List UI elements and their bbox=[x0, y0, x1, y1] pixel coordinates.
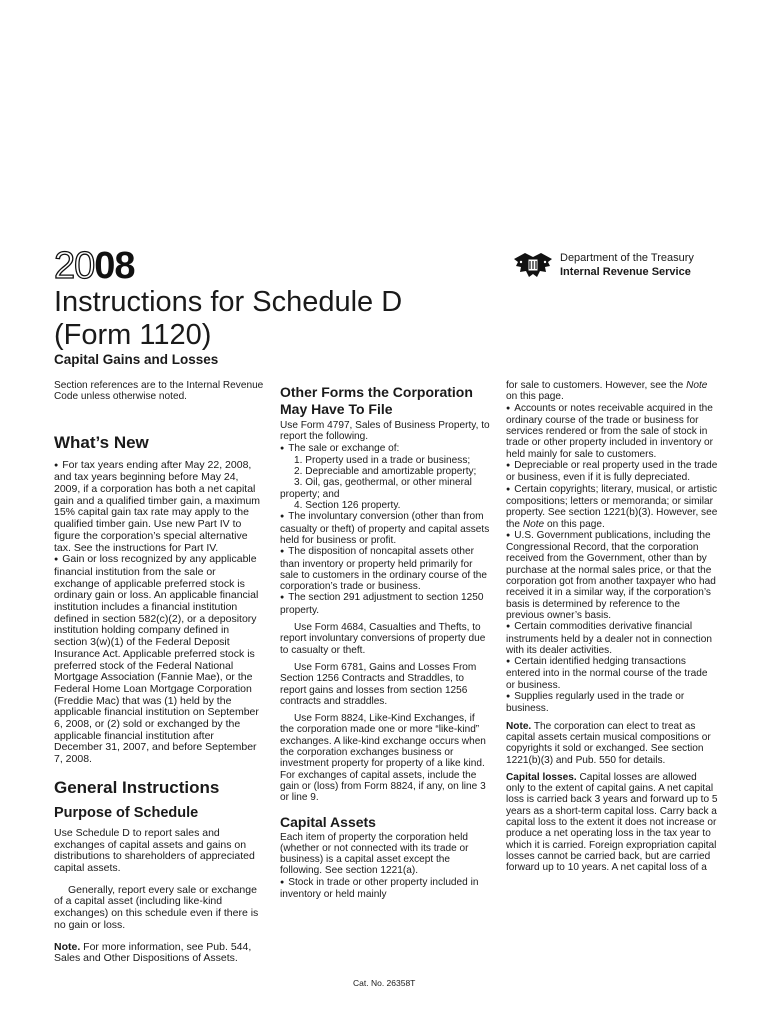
form-6781-paragraph: Use Form 6781, Gains and Losses From Section 1256 Contracts and Straddles, to report gains and losses from section 1256 contracts and straddles. bbox=[280, 661, 477, 707]
note-label: Note. bbox=[506, 720, 532, 732]
heading-other-forms: Other Forms the Corporation May Have To File bbox=[280, 384, 473, 417]
note-text: The corporation can elect to treat as capital assets certain musical compositions or copyrights it sold or exchanged. See section 1221(b)(3) and Pub. 550 for details. bbox=[506, 720, 711, 766]
bullet-text: U.S. Government publications, including the Congressional Record, that the corporation received from the Government, other than by purchase at the normal sales price, or that the corporation got from another taxpayer who had received it in a similar way, if the corporation’s basis is determined by reference to the previous owner’s basis. bbox=[506, 529, 716, 621]
heading-general-instructions: General Instructions bbox=[54, 777, 220, 797]
bullet-text: The disposition of noncapital assets other than inventory or property held primarily for sale to customers in the ordinary course of the corporation’s trade or business. bbox=[280, 546, 488, 593]
capital-assets-bullet-7 bbox=[506, 656, 718, 691]
catalog-number: Cat. No. 26358T bbox=[353, 978, 416, 988]
capital-losses-label: Capital losses. bbox=[506, 771, 577, 783]
bullet-text: Gain or loss recognized by any applicable financial institution from the sale or exchange of applicable preferred stock is ordinary gain or loss. An applicable financial institution includes a financial institution defined in section 582(c)(2), or a depository institution holding company defined in section 3(w)(1) of the Federal Deposit Insurance Act. Applicable preferred stock is preferred stock of the Federal National Mortgage Association (Fannie Mae), or the Federal Home Loan Mortgage Corporation (Freddie Mac) that was (1) held by the applicable financial institution on September 6, 2008, or (2) sold or exchanged by the applicable financial institution after December 31, 2007, and before September 7, 2008. bbox=[54, 553, 259, 766]
irs-eagle-logo-icon bbox=[512, 250, 554, 280]
list-item: 3. Oil, gas, geothermal, or other mineral property; and bbox=[280, 477, 472, 500]
form-year bbox=[54, 247, 135, 285]
text-segment: for sale to customers. However, see the bbox=[506, 380, 687, 391]
capital-losses-text: Capital losses are allowed only to the extent of capital gains. A net capital loss is carried back 3 years and forward up to 5 years as a short-term capital loss. Carry back a capital loss to the extent it does not increase or produce a net operating loss in the tax year to which it is carried. Foreign expropriation capital losses cannot be carried back, but are carried forward up to 10 years. A net capital loss of a bbox=[506, 771, 718, 874]
other-forms-bullet-1 bbox=[280, 443, 490, 455]
capital-assets-bullet-8 bbox=[506, 691, 718, 715]
bullet-text: Certain copyrights; literary, musical, or artistic compositions; letters or memoranda; or similar property. See section 1221(b)(3). However, see the bbox=[506, 483, 718, 530]
text-segment: on this page. bbox=[506, 391, 564, 403]
other-forms-intro: Use Form 4797, Sales of Business Property, to report the following. bbox=[280, 420, 490, 443]
column-3 bbox=[506, 380, 718, 873]
page-subtitle: Capital Gains and Losses bbox=[54, 352, 219, 367]
capital-assets-bullet-6 bbox=[506, 621, 718, 656]
bullet-text: The section 291 adjustment to section 1250 property. bbox=[280, 592, 484, 616]
capital-assets-paragraph: Each item of property the corporation held (whether or not connected with its trade or business) is a capital asset except the following. See section 1221(a). bbox=[280, 831, 469, 877]
bullet-text: Certain commodities derivative financial instruments held by a dealer not in connection with its dealer activities. bbox=[506, 621, 712, 656]
whats-new-bullet-1 bbox=[54, 460, 264, 555]
bullet-text: Depreciable or real property used in the trade or business, even if it is fully depreciated. bbox=[506, 460, 718, 484]
note-text: For more information, see Pub. 544, Sales and Other Dispositions of Assets. bbox=[54, 940, 252, 965]
title-line-1: Instructions for Schedule D bbox=[54, 286, 403, 318]
bullet-text: Supplies regularly used in the trade or business. bbox=[506, 691, 685, 715]
note-label: Note. bbox=[54, 940, 81, 953]
list-item: 4. Section 126 property. bbox=[294, 500, 401, 512]
purpose-paragraph-2: Generally, report every sale or exchange of a capital asset (including like-kind exchanges) on this schedule even if there is no gain or loss. bbox=[54, 883, 259, 931]
year-outline: 20 bbox=[54, 245, 95, 287]
bullet-text: The involuntary conversion (other than from casualty or theft) of property and capital assets held for business or profit. bbox=[280, 511, 490, 546]
heading-whats-new: What’s New bbox=[54, 432, 149, 452]
other-forms-bullet-3 bbox=[280, 546, 490, 592]
bullet-text: Stock in trade or other property included in inventory or held mainly bbox=[280, 876, 479, 900]
capital-assets-bullet-4 bbox=[506, 484, 718, 530]
capital-losses-paragraph bbox=[506, 772, 718, 874]
bullet-text: The sale or exchange of: bbox=[288, 442, 400, 454]
form-4684-paragraph: Use Form 4684, Casualties and Thefts, to report involuntary conversions of property due to casualty or theft. bbox=[280, 622, 486, 656]
capital-assets-bullet-3 bbox=[506, 460, 718, 484]
other-forms-bullet-4 bbox=[280, 592, 490, 616]
page-title bbox=[54, 286, 534, 352]
list-item: 1. Property used in a trade or business; bbox=[294, 454, 471, 466]
agency-line-1: Department of the Treasury bbox=[560, 252, 694, 264]
text-segment: on this page. bbox=[544, 518, 605, 530]
purpose-paragraph-1: Use Schedule D to report sales and exchanges of capital assets and gains on distributions to shareholders of appreciated capital assets. bbox=[54, 826, 255, 874]
capital-assets-bullet-5 bbox=[506, 530, 718, 621]
list-item: 2. Depreciable and amortizable property; bbox=[294, 466, 477, 478]
column-2 bbox=[280, 380, 490, 900]
other-forms-bullet-2 bbox=[280, 511, 490, 546]
continued-paragraph bbox=[506, 380, 718, 403]
agency-line-2: Internal Revenue Service bbox=[560, 266, 691, 278]
agency-block bbox=[560, 251, 694, 279]
note-reference: Note bbox=[686, 380, 708, 391]
capital-assets-bullet-1 bbox=[280, 877, 490, 901]
column-1 bbox=[54, 380, 264, 965]
heading-purpose-of-schedule: Purpose of Schedule bbox=[54, 804, 199, 821]
elect-note-paragraph bbox=[506, 721, 718, 766]
bullet-text: Certain identified hedging transactions entered into in the normal course of the trade or business. bbox=[506, 656, 708, 691]
heading-capital-assets: Capital Assets bbox=[280, 813, 376, 830]
form-8824-paragraph: Use Form 8824, Like-Kind Exchanges, if the corporation made one or more “like-kind” exchanges. A like-kind exchange occurs when the corporation exchanges business or investment property for property of a like kind. For exchanges of capital assets, include the gain or (loss) from Form 8824, if any, on line 3 or line 9. bbox=[280, 713, 486, 804]
bullet-text: For tax years ending after May 22, 2008, and tax years beginning before May 24, 2009, if a corporation has both a net capital gain and a qualified timber gain, a maximum 15% capital gain tax rate may apply to the qualified timber gain. Use new Part IV to figure the corporation’s special alternative tax. See the instructions for Part IV. bbox=[54, 458, 261, 554]
bullet-text: Accounts or notes receivable acquired in the ordinary course of the trade or business for services rendered or from the sale of stock in trade or other property included in inventory or held mainly for sale to customers. bbox=[506, 402, 714, 460]
whats-new-bullet-2 bbox=[54, 554, 264, 766]
title-line-2: (Form 1120) bbox=[54, 319, 212, 351]
note-reference: Note bbox=[522, 518, 545, 530]
section-reference-note: Section references are to the Internal Revenue Code unless otherwise noted. bbox=[54, 380, 264, 403]
capital-assets-bullet-2 bbox=[506, 403, 718, 460]
note-paragraph bbox=[54, 942, 264, 965]
year-solid: 08 bbox=[94, 245, 135, 287]
